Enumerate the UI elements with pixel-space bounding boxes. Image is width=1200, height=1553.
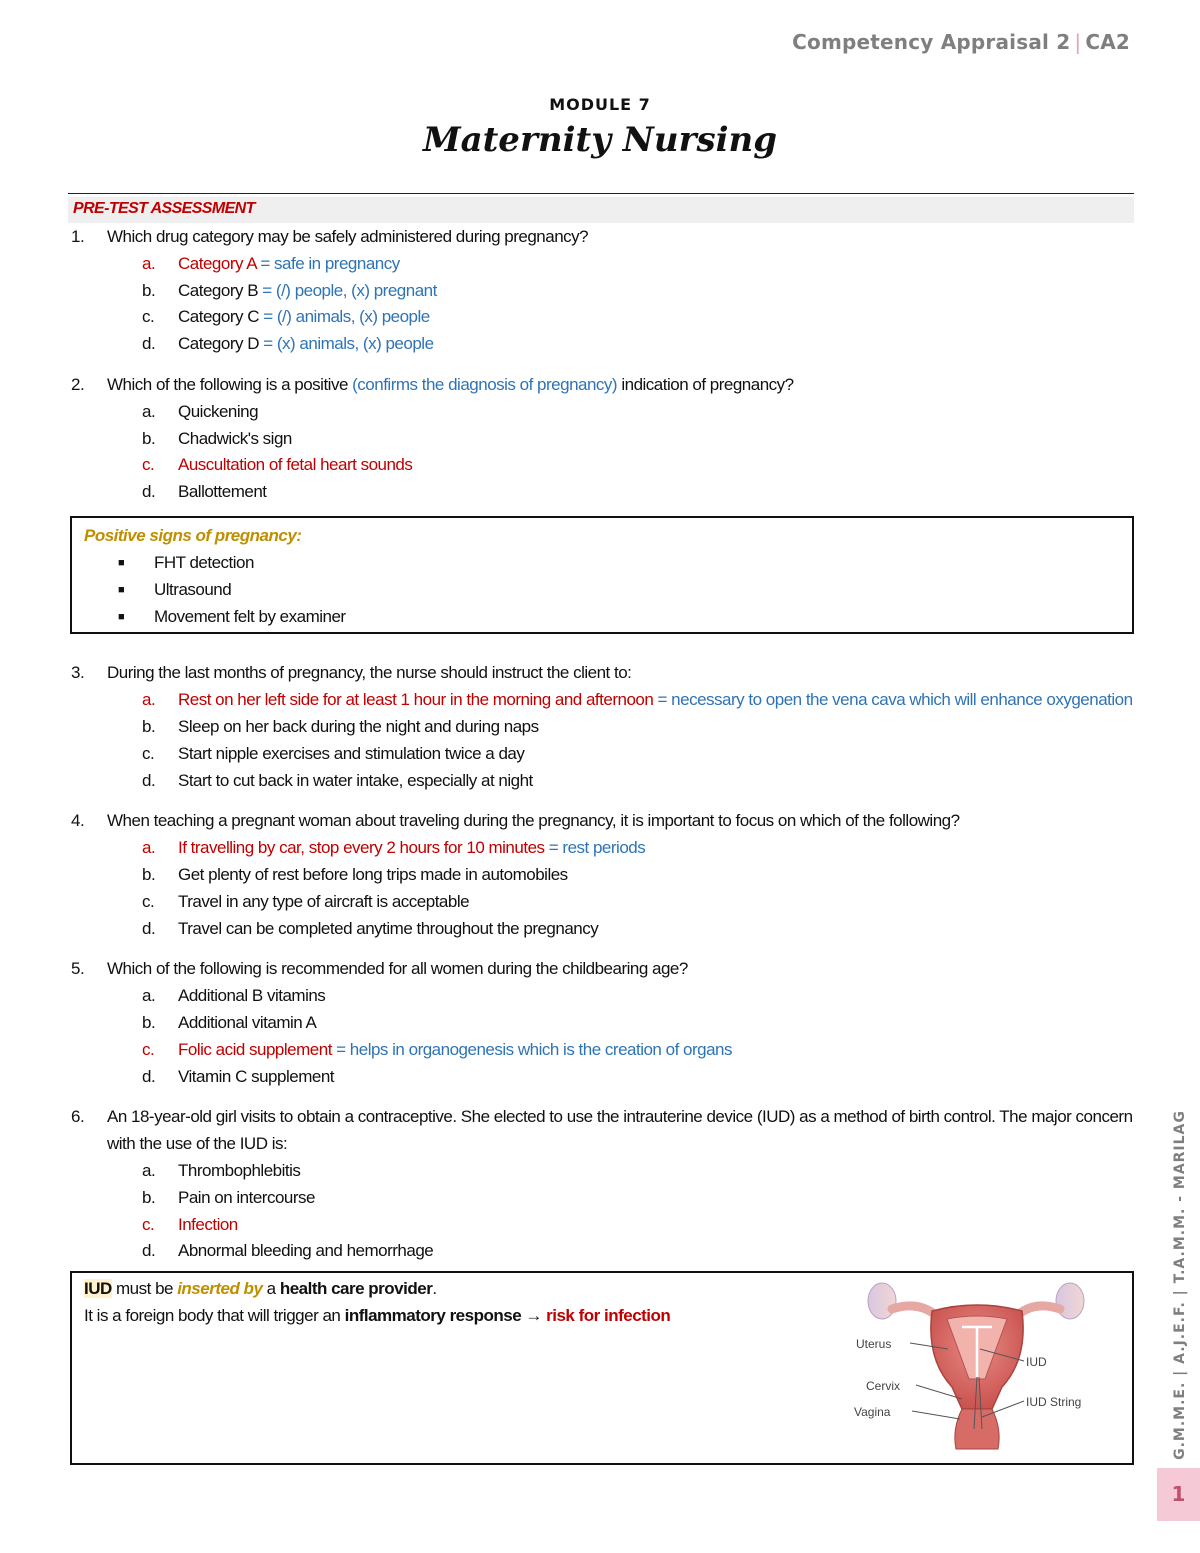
option (68, 714, 1134, 741)
option-text: Rest on her left side for at least 1 hour in the morning and afternoon = necessary to open the vena cava which will enhance oxygenation (178, 690, 1133, 710)
option-letter: a. (142, 1160, 156, 1180)
option (68, 862, 1134, 889)
question-text: During the last months of pregnancy, the nurse should instruct the client to: (107, 663, 632, 683)
label-vagina: Vagina (854, 1405, 891, 1420)
option (68, 1238, 1134, 1265)
header-code: CA2 (1085, 30, 1130, 54)
option-text: Quickening (178, 401, 259, 421)
iud-line-2: It is a foreign body that will trigger an inflammatory response → risk for infection (84, 1306, 671, 1326)
option (68, 1010, 1134, 1037)
iud-diagram (852, 1279, 1102, 1451)
option-correct (68, 452, 1134, 479)
option (68, 889, 1134, 916)
label-uterus: Uterus (856, 1337, 892, 1352)
question-number: 2. (71, 374, 85, 394)
question-list (68, 224, 1134, 1465)
option (68, 1158, 1134, 1185)
option-note: = rest periods (544, 838, 646, 858)
bullet-item (84, 550, 1122, 577)
question-number: 6. (71, 1107, 85, 1127)
option-note: = (/) people, (x) pregnant (258, 280, 437, 300)
emphasis: inserted by (177, 1279, 263, 1299)
section-heading-text: PRE-TEST ASSESSMENT (73, 200, 255, 217)
option-letter: a. (142, 401, 156, 421)
label-iud-string: IUD String (1026, 1395, 1082, 1410)
question-4 (68, 808, 1134, 942)
option-letter: d. (142, 482, 156, 502)
iud-note-box (70, 1271, 1134, 1465)
header-title: Competency Appraisal 2 (792, 30, 1071, 54)
option-text: Category C = (/) animals, (x) people (178, 307, 430, 327)
option-letter: a. (142, 690, 156, 710)
bullet-item (84, 577, 1122, 604)
option-letter: d. (142, 1066, 156, 1086)
question-text: Which drug category may be safely administered during pregnancy? (107, 227, 589, 246)
bullet-icon: ■ (118, 583, 125, 596)
option-letter: d. (142, 770, 156, 790)
question-3 (68, 660, 1134, 794)
option-text: Additional B vitamins (178, 986, 326, 1006)
option-letter: d. (142, 334, 156, 354)
question-2 (68, 372, 1134, 506)
label-iud: IUD (1026, 1355, 1047, 1370)
question-5 (68, 956, 1134, 1090)
question-text: Which of the following is a positive (confirms the diagnosis of pregnancy) indication of pregnancy? (107, 374, 794, 394)
option (68, 426, 1134, 453)
bullet-text: Ultrasound (154, 579, 232, 599)
option-letter: a. (142, 838, 156, 858)
option-text: Travel in any type of aircraft is acceptable (178, 891, 470, 911)
option-text: Get plenty of rest before long trips made in automobiles (178, 864, 568, 884)
option-letter: d. (142, 918, 156, 938)
option-text: Pain on intercourse (178, 1187, 315, 1207)
question-text: When teaching a pregnant woman about traveling during the pregnancy, it is important to focus on which of the following? (107, 811, 960, 831)
positive-signs-box (70, 516, 1134, 634)
option-correct (68, 687, 1134, 714)
option (68, 399, 1134, 426)
option-correct (68, 1212, 1134, 1239)
option-note: = (/) animals, (x) people (258, 307, 430, 327)
running-header (792, 30, 1130, 54)
option (68, 331, 1134, 358)
option (68, 768, 1134, 795)
option-text: Sleep on her back during the night and during naps (178, 716, 539, 736)
iud-term: IUD (84, 1279, 112, 1299)
option-text: Start nipple exercises and stimulation twice a day (178, 743, 525, 763)
option-note: = safe in pregnancy (256, 253, 400, 273)
question-text: Which of the following is recommended for all women during the childbearing age? (107, 959, 688, 979)
box-title: Positive signs of pregnancy: (84, 525, 302, 545)
option-letter: b. (142, 1012, 156, 1032)
question-number: 3. (71, 663, 85, 683)
option-text: Ballottement (178, 482, 267, 502)
page-number: 1 (1157, 1468, 1200, 1521)
option (68, 983, 1134, 1010)
bullet-text: FHT detection (154, 552, 254, 572)
question-number: 4. (71, 811, 85, 831)
side-credits (1160, 1110, 1200, 1460)
option (68, 1185, 1134, 1212)
emphasis: risk for infection (546, 1306, 671, 1326)
option-text: Thrombophlebitis (178, 1160, 301, 1180)
option-letter: b. (142, 280, 156, 300)
option-text: Folic acid supplement = helps in organogenesis which is the creation of organs (178, 1039, 732, 1059)
iud-line-1: IUD must be inserted by a health care provider. (84, 1279, 437, 1299)
option-correct (68, 835, 1134, 862)
option-letter: c. (142, 1039, 155, 1059)
option-correct (68, 251, 1134, 278)
option-letter: b. (142, 864, 156, 884)
option-text: If travelling by car, stop every 2 hours for 10 minutes = rest periods (178, 838, 646, 858)
page-title: Maternity Nursing (422, 120, 778, 160)
option-text: Travel can be completed anytime throughout the pregnancy (178, 918, 599, 938)
option-letter: c. (142, 307, 155, 327)
question-1 (68, 224, 1134, 358)
header-separator: | (1074, 30, 1082, 54)
option-text: Abnormal bleeding and hemorrhage (178, 1241, 434, 1261)
option-letter: a. (142, 253, 156, 273)
option-text: Infection (178, 1214, 238, 1234)
option (68, 916, 1134, 943)
option (68, 741, 1134, 768)
title-divider (68, 193, 1134, 194)
option-letter: c. (142, 743, 155, 763)
label-cervix: Cervix (866, 1379, 901, 1394)
emphasis: inflammatory response (344, 1306, 522, 1326)
option-text: Additional vitamin A (178, 1012, 317, 1032)
question-6 (68, 1104, 1134, 1265)
option-text: Auscultation of fetal heart sounds (178, 455, 413, 475)
option-letter: c. (142, 891, 155, 911)
question-number: 1. (71, 227, 85, 246)
side-credits-text: G.M.M.E. | A.J.E.F. | T.A.M.M. - MARILAG (1172, 1110, 1188, 1460)
option-letter: d. (142, 1241, 156, 1261)
bullet-item (84, 604, 1122, 631)
question-number: 5. (71, 959, 85, 979)
option (68, 1064, 1134, 1091)
option-letter: c. (142, 1214, 155, 1234)
option (68, 479, 1134, 506)
option-text: Vitamin C supplement (178, 1066, 334, 1086)
emphasis: health care provider (279, 1279, 433, 1299)
option-correct (68, 1037, 1134, 1064)
bullet-icon: ■ (118, 556, 125, 569)
module-label: MODULE 7 (549, 95, 651, 114)
option-text: Category B = (/) people, (x) pregnant (178, 280, 437, 300)
option-text: Chadwick's sign (178, 428, 292, 448)
bullet-icon: ■ (118, 610, 125, 623)
option-note: = helps in organogenesis which is the creation of organs (331, 1039, 732, 1059)
section-heading (68, 197, 1134, 223)
question-note: (confirms the diagnosis of pregnancy) (352, 374, 618, 394)
option-letter: b. (142, 1187, 156, 1207)
option-text: Start to cut back in water intake, especially at night (178, 770, 533, 790)
option-letter: b. (142, 428, 156, 448)
question-text: An 18-year-old girl visits to obtain a contraceptive. She elected to use the intrauterine device (IUD) as a method of birth control. The major concern with the use of the IUD is: (107, 1107, 1133, 1154)
option (68, 278, 1134, 305)
option-note: = (x) animals, (x) people (258, 334, 434, 354)
option-letter: b. (142, 716, 156, 736)
uterus-illustration (852, 1279, 1102, 1451)
option-letter: a. (142, 986, 156, 1006)
option (68, 304, 1134, 331)
option-text: Category D = (x) animals, (x) people (178, 334, 434, 354)
option-note: = necessary to open the vena cava which will enhance oxygenation (653, 690, 1133, 710)
option-text: Category A = safe in pregnancy (178, 253, 400, 273)
bullet-text: Movement felt by examiner (154, 606, 346, 626)
option-letter: c. (142, 455, 155, 475)
